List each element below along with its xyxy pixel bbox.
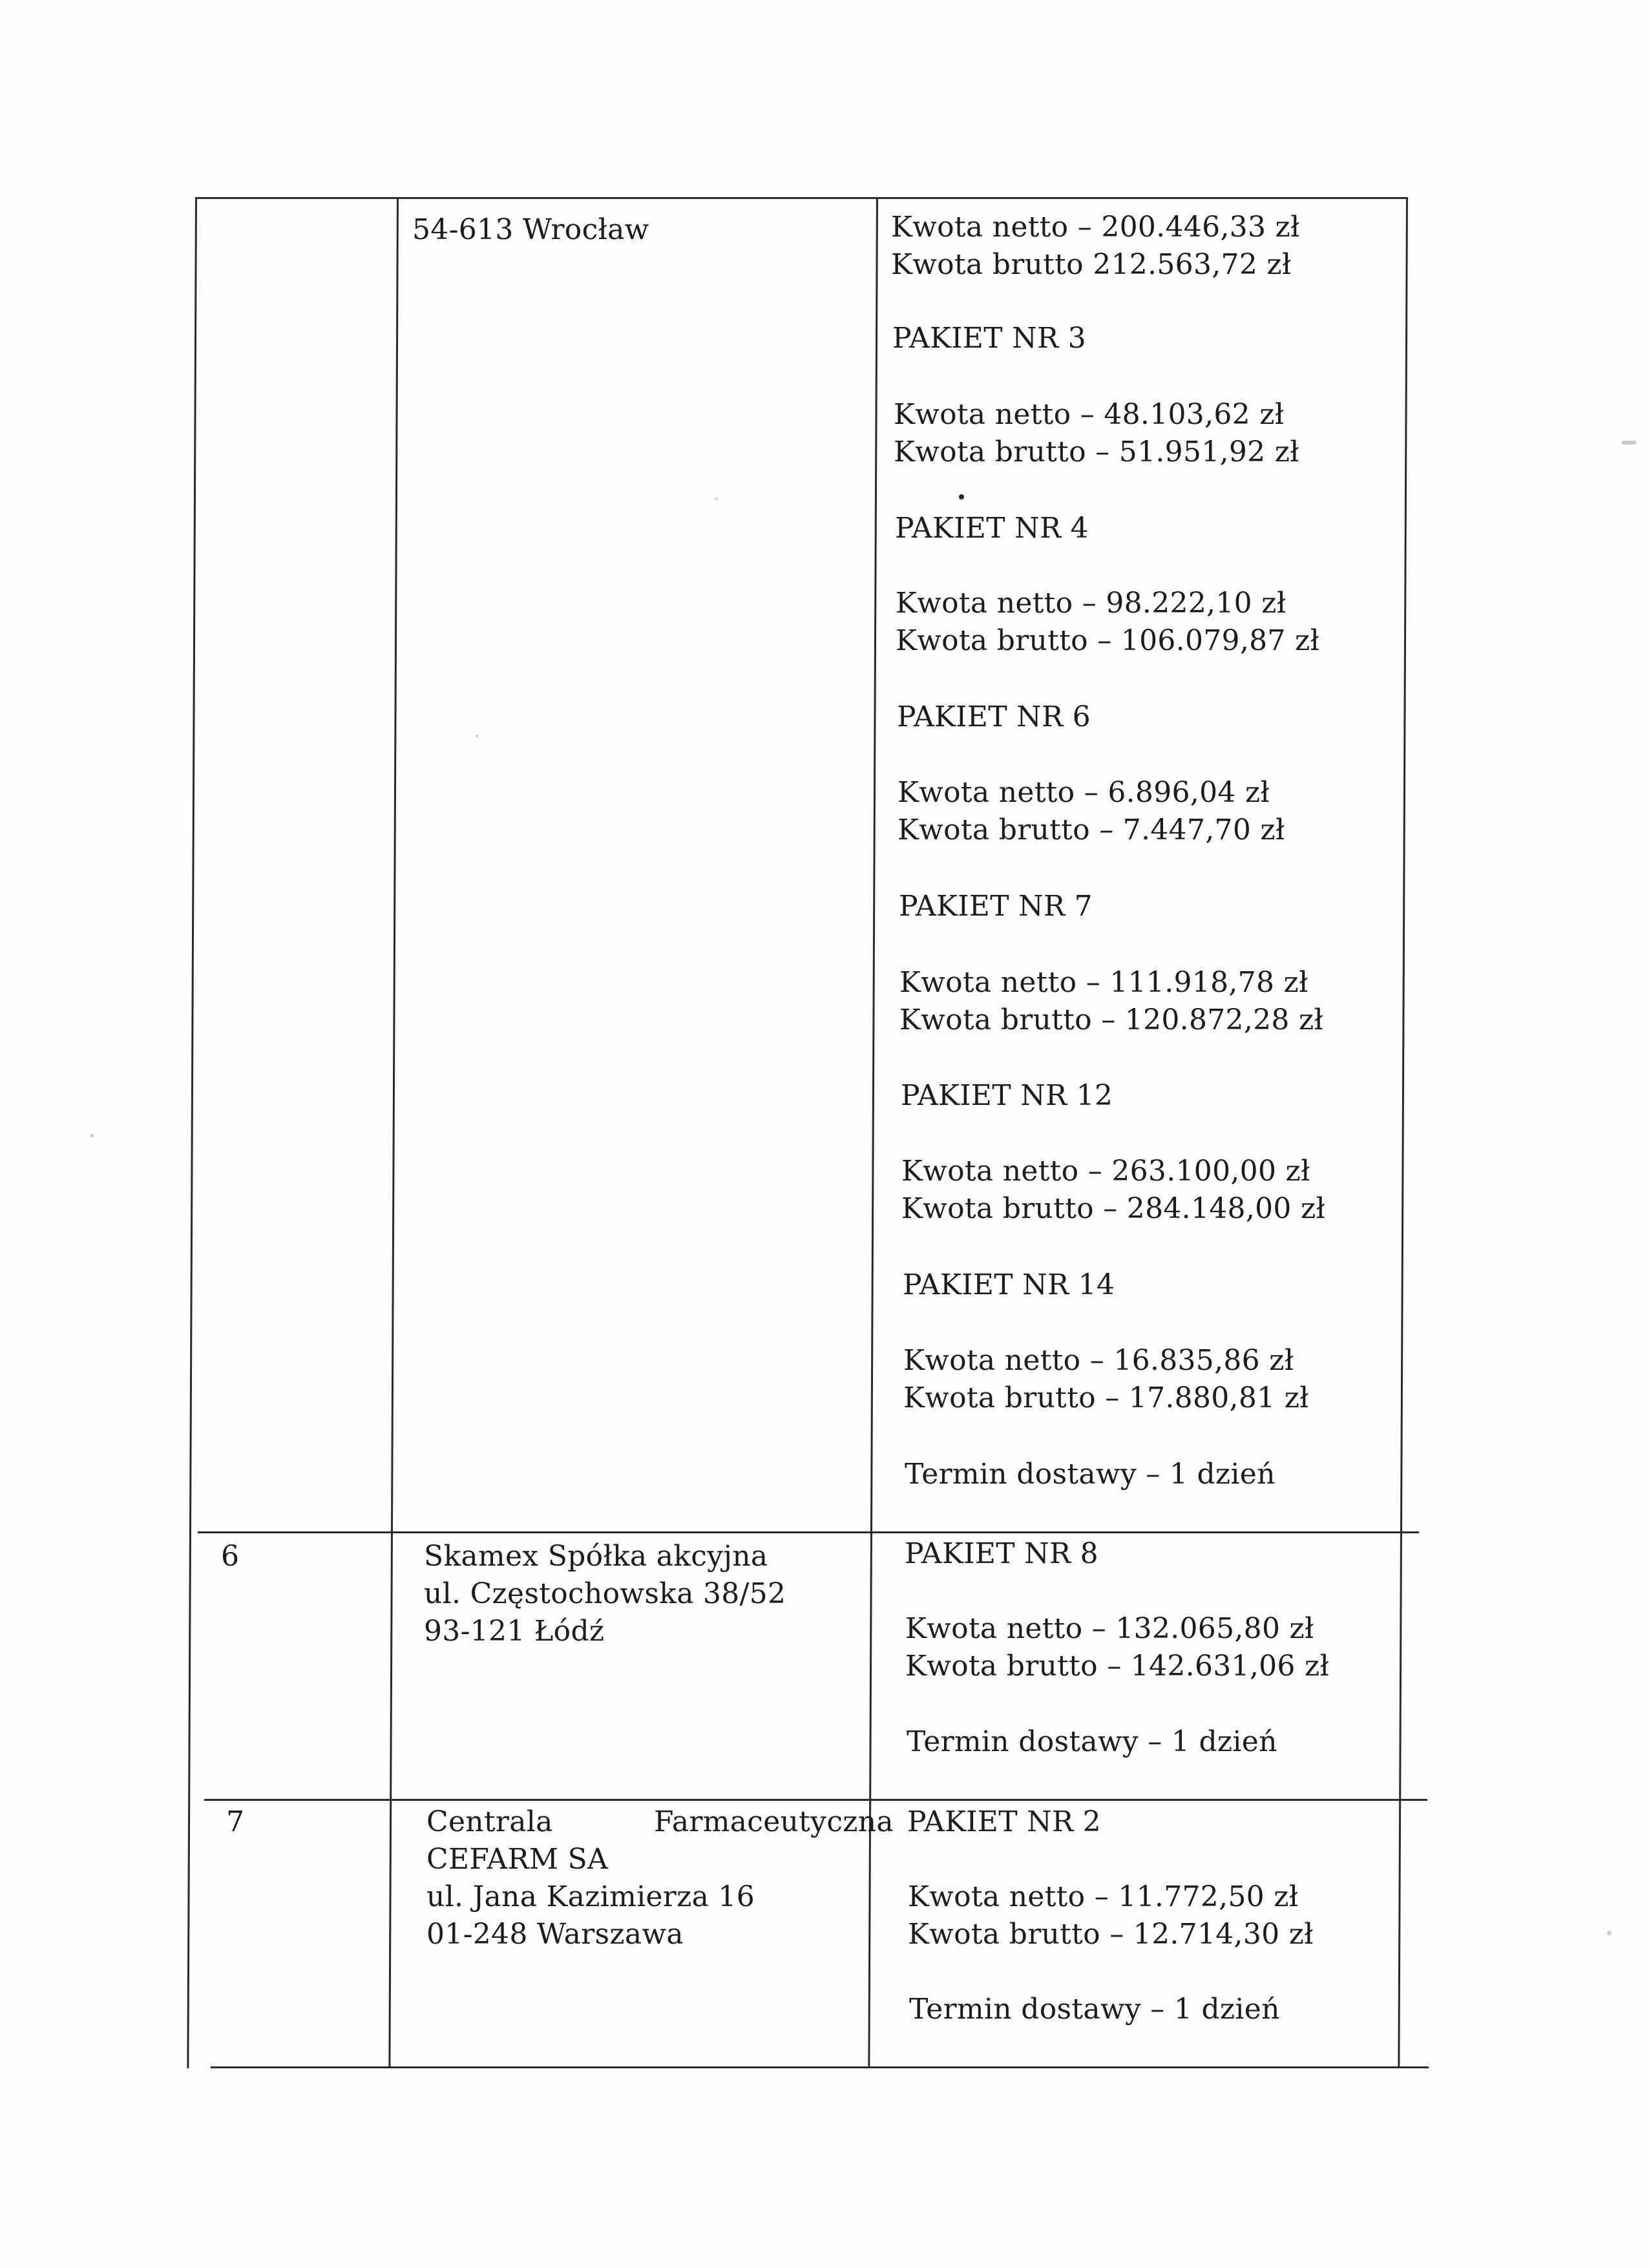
offer-line: Kwota brutto – 7.447,70 zł: [898, 814, 1285, 846]
offer-line: Kwota netto – 263.100,00 zł: [901, 1155, 1310, 1188]
table-left-border: [187, 197, 197, 2068]
offer-line: Kwota netto – 132.065,80 zł: [905, 1612, 1314, 1645]
address-line: ul. Częstochowska 38/52: [424, 1577, 786, 1610]
package-heading: PAKIET NR 7: [899, 890, 1093, 923]
package-heading: PAKIET NR 12: [901, 1079, 1113, 1112]
address-line: 93-121 Łódź: [424, 1615, 605, 1648]
delivery-term: Termin dostawy – 1 dzień: [905, 1458, 1276, 1491]
company-name: Centrala: [426, 1805, 553, 1838]
offer-line: Kwota brutto – 120.872,28 zł: [899, 1003, 1324, 1036]
address-line: 54-613 Wrocław: [412, 213, 649, 246]
column-divider: [868, 197, 878, 2068]
offer-line: Kwota netto – 6.896,04 zł: [898, 776, 1270, 809]
offer-line: Kwota netto – 98.222,10 zł: [896, 587, 1287, 620]
offer-line: Kwota brutto – 106.079,87 zł: [896, 624, 1320, 657]
row-divider: [204, 1799, 1427, 1801]
scan-speck: [1607, 1931, 1612, 1935]
offer-line: Kwota netto – 111.918,78 zł: [899, 966, 1308, 999]
offer-line: Kwota brutto 212.563,72 zł: [891, 248, 1292, 281]
offer-line: Kwota netto – 11.772,50 zł: [908, 1880, 1299, 1913]
address-line: 01-248 Warszawa: [426, 1918, 684, 1951]
scan-speck: [90, 1134, 94, 1137]
offer-line: Kwota netto – 200.446,33 zł: [891, 211, 1300, 244]
offer-line: Kwota brutto – 142.631,06 zł: [905, 1650, 1330, 1683]
row-number: 7: [226, 1805, 245, 1838]
row-divider: [198, 1531, 1419, 1533]
delivery-term: Termin dostawy – 1 dzień: [909, 1993, 1280, 2026]
company-name: Skamex Spółka akcyjna: [424, 1540, 768, 1573]
column-divider: [388, 197, 399, 2068]
table-bottom-border: [211, 2066, 1429, 2068]
address-line: ul. Jana Kazimierza 16: [426, 1880, 755, 1913]
offer-line: Kwota brutto – 17.880,81 zł: [903, 1381, 1309, 1414]
table-top-border: [195, 197, 1407, 199]
offer-line: Kwota brutto – 51.951,92 zł: [894, 436, 1299, 468]
company-name: CEFARM SA: [426, 1843, 609, 1876]
package-heading: PAKIET NR 14: [903, 1268, 1115, 1301]
offer-line: Kwota netto – 48.103,62 zł: [894, 398, 1285, 431]
company-name: Farmaceutyczna: [654, 1805, 894, 1838]
row-number: 6: [221, 1540, 240, 1573]
package-heading: PAKIET NR 8: [905, 1537, 1098, 1570]
offer-line: Kwota brutto – 12.714,30 zł: [908, 1918, 1314, 1951]
scan-speck: [1622, 441, 1636, 445]
package-heading: PAKIET NR 4: [895, 512, 1089, 545]
scan-speck: [476, 735, 478, 737]
package-heading: PAKIET NR 3: [892, 322, 1086, 355]
table-right-border: [1398, 197, 1408, 2068]
offer-line: Kwota netto – 16.835,86 zł: [903, 1344, 1294, 1377]
scan-speck: [715, 498, 718, 500]
stray-mark: [959, 494, 964, 499]
delivery-term: Termin dostawy – 1 dzień: [907, 1725, 1277, 1758]
package-heading: PAKIET NR 2: [907, 1805, 1101, 1838]
package-heading: PAKIET NR 6: [897, 700, 1091, 733]
offer-line: Kwota brutto – 284.148,00 zł: [901, 1192, 1326, 1225]
